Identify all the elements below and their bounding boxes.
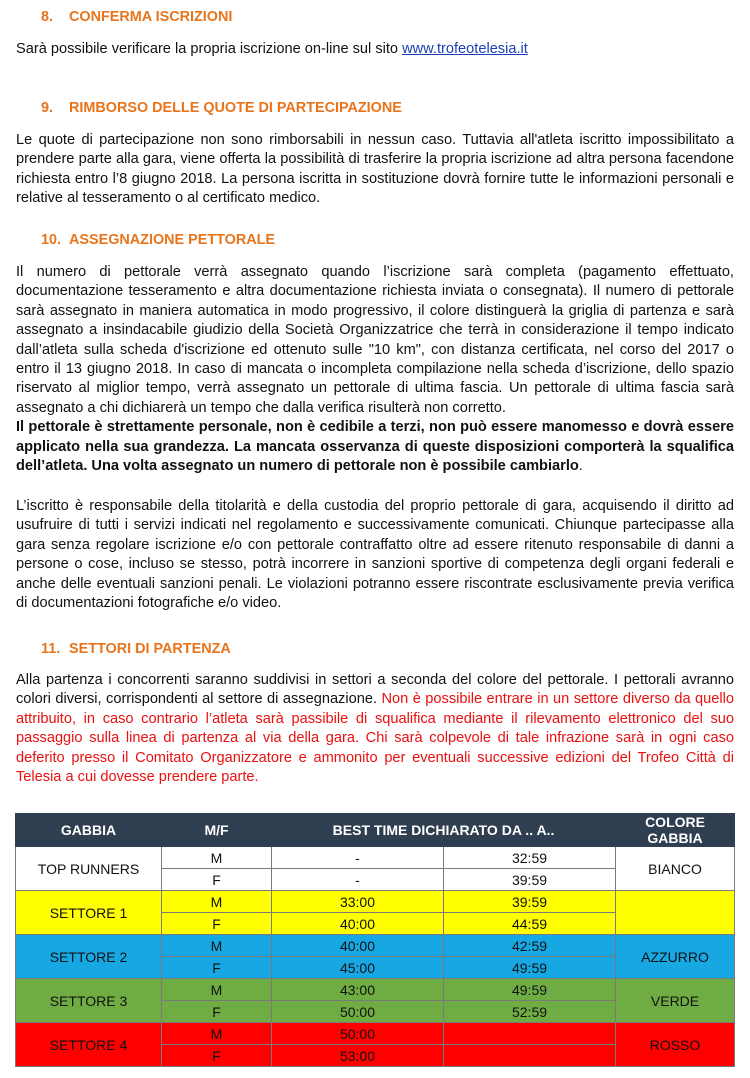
gender-cell: F [162,957,272,979]
section-10-paragraph [16,263,734,476]
section-8-heading [41,9,232,25]
header-mf: M/F [162,814,272,847]
gender-cell: M [162,935,272,957]
time-from-cell: - [272,847,444,869]
section-11-warning: Non è possibile entrare in un settore diverso da quello attribuito, in caso contrario l’atleta sarà passibile di squalifica mediante il rilevamento elettronico del suo passaggio sulla linea di partenza al via della gara. Chi sarà colpevole di tale infrazione sarà in ogni caso deferito presso il Comitato Organizzatore e ammonito per eventuali successive edizioni del Trofeo Città di Telesia a cui dovesse prendere parte. [16,691,734,786]
gender-cell: M [162,1023,272,1045]
colore-cell [616,891,735,935]
colore-cell: ROSSO [616,1023,735,1067]
gender-cell: F [162,869,272,891]
section-9-paragraph: Le quote di partecipazione non sono rimborsabili in nessun caso. Tuttavia all'atleta iscritto impossibilitato a prendere parte alla gara, viene offerta la possibilità di trasferire la propria iscrizione ad altra persona facendone richiesta entro l’8 giugno 2018. La persona iscritta in sostituzione dovrà fornire tutte le informazioni personali e relative al tesseramento o al certificato medico. [16,132,734,207]
section-11-text: Alla partenza i concorrenti saranno suddivisi in settori a seconda del colore del pettorale. I pettorali avranno colori diversi, corrispondenti al settore di assegnazione. [16,672,734,708]
section-9-heading [41,100,402,116]
section-10-title: ASSEGNAZIONE PETTORALE [69,232,276,248]
section-8-number: 8. [41,9,54,25]
section-10-bold-end: . [578,458,583,475]
table-row [16,1023,735,1045]
table-header-row [16,814,735,847]
time-from-cell: 45:00 [272,957,444,979]
gabbia-cell: SETTORE 2 [16,935,162,979]
time-from-cell: 50:00 [272,1001,444,1023]
gender-cell: M [162,979,272,1001]
time-from-cell: 40:00 [272,935,444,957]
gender-cell: F [162,1001,272,1023]
section-10-heading [41,232,275,248]
time-from-cell: 53:00 [272,1045,444,1067]
time-to-cell [444,1023,616,1045]
colore-cell: AZZURRO [616,935,735,979]
section-8-paragraph [16,40,734,59]
start-sectors-table [15,813,735,1067]
header-gabbia: GABBIA [16,814,162,847]
website-link[interactable]: www.trofeotelesia.it [402,41,528,57]
header-colore: COLORE GABBIA [616,814,735,847]
time-from-cell: 43:00 [272,979,444,1001]
table-row [16,891,735,913]
time-to-cell: 42:59 [444,935,616,957]
gender-cell: M [162,847,272,869]
table-row [16,847,735,869]
gender-cell: M [162,891,272,913]
time-from-cell: 33:00 [272,891,444,913]
gender-cell: F [162,1045,272,1067]
gabbia-cell: SETTORE 1 [16,891,162,935]
time-to-cell: 39:59 [444,869,616,891]
section-11-title: SETTORI DI PARTENZA [69,641,231,657]
section-8-text: Sarà possibile verificare la propria iscrizione on-line sul sito [16,41,403,57]
section-10-number: 10. [41,232,62,248]
section-10-responsibility-paragraph: L’iscritto è responsabile della titolarità e della custodia del proprio pettorale di gara, acquisendo il diritto ad usufruire di tutti i servizi indicati nel regolamento e successivamente comunicati. Chiunque partecipasse alla gara senza regolare iscrizione e/o con pettorale contraffatto oltre ad essere ritenuto responsabile di danni a persone o cose, incluso se stesso, potrà incorrere in sanzioni sportive di competenza degli organi federali e anche delle eventuali sanzioni penali. Le violazioni potranno essere riscontrate esclusivamente previa verifica di documentazioni fotografiche e/o video. [16,498,734,612]
time-to-cell [444,1045,616,1067]
gabbia-cell: SETTORE 4 [16,1023,162,1067]
section-11-number: 11. [41,641,61,657]
time-from-cell: 40:00 [272,913,444,935]
table-row [16,935,735,957]
time-to-cell: 44:59 [444,913,616,935]
time-from-cell: - [272,869,444,891]
header-best-time: BEST TIME DICHIARATO DA .. A.. [272,814,616,847]
colore-cell: BIANCO [616,847,735,891]
section-9-title: RIMBORSO DELLE QUOTE DI PARTECIPAZIONE [69,100,402,116]
gender-cell: F [162,913,272,935]
section-9-number: 9. [41,100,54,116]
gabbia-cell: TOP RUNNERS [16,847,162,891]
gabbia-cell: SETTORE 3 [16,979,162,1023]
time-to-cell: 49:59 [444,957,616,979]
time-to-cell: 49:59 [444,979,616,1001]
section-10-text: Il numero di pettorale verrà assegnato quando l’iscrizione sarà completa (pagamento effettuato, documentazione tesseramento e altra documentazione richiesta inviata o consegnata). Il numero di pettorale sarà assegnato in maniera automatica in modo progressivo, il colore distinguerà la griglia di partenza e sarà assegnato a insindacabile giudizio della Società Organizzatrice che terrà in considerazione il tempo indicato dall’atleta sulla scheda d'iscrizione ed ottenuto sulle "10 km", con distanza certificata, nel corso del 2017 o entro il 13 giugno 2018. In caso di mancata o incompleta compilazione nella scheda d’iscrizione, dello spazio riservato al miglior tempo, verrà assegnato un pettorale di ultima fascia. Un pettorale di ultima fascia sarà assegnato a chi dichiarerà un tempo che dalla verifica risulterà non corretto. [16,264,734,416]
section-8-title: CONFERMA ISCRIZIONI [69,9,233,25]
section-11-heading [41,641,231,657]
section-11-paragraph [16,671,734,787]
table-row [16,979,735,1001]
section-10-bold-notice: Il pettorale è strettamente personale, non è cedibile a terzi, non può essere manomesso e dovrà essere applicato nella sua grandezza. La mancata osservanza di queste disposizioni comporterà la squalifica dell’atleta. Una volta assegnato un numero di pettorale non è possibile cambiarlo [16,419,734,475]
colore-cell: VERDE [616,979,735,1023]
time-to-cell: 32:59 [444,847,616,869]
time-to-cell: 39:59 [444,891,616,913]
time-from-cell: 50:00 [272,1023,444,1045]
time-to-cell: 52:59 [444,1001,616,1023]
